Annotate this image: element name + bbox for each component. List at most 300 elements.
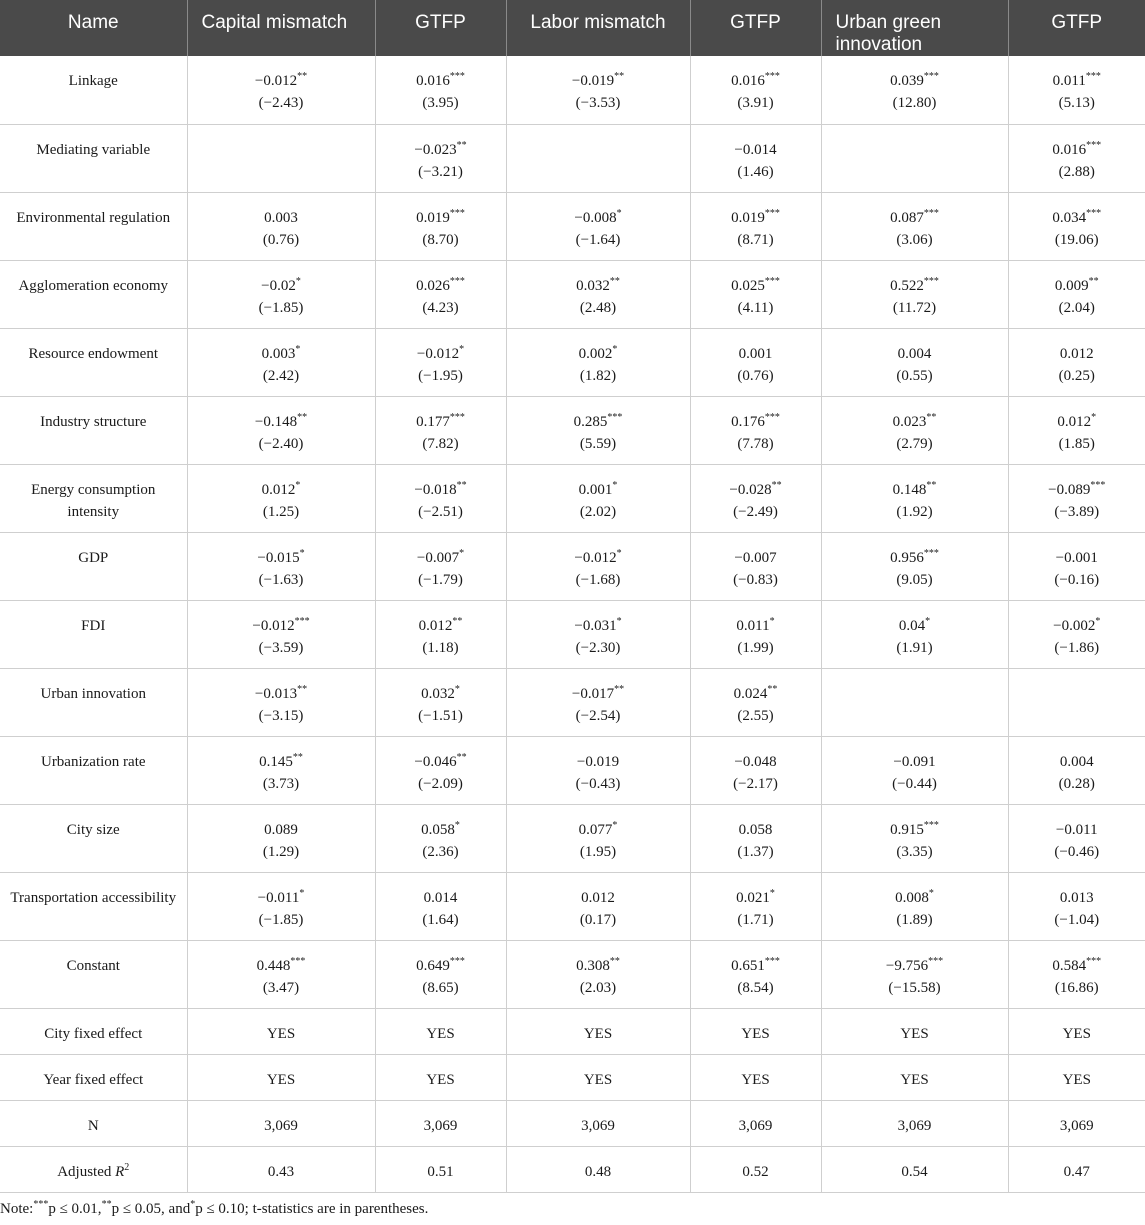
summary-cell: 3,069: [506, 1100, 690, 1146]
coefficient-value: −0.002: [1053, 617, 1096, 634]
t-statistic: (1.25): [262, 503, 300, 520]
table-cell: [821, 192, 1008, 260]
coefficient: [382, 887, 500, 909]
t-statistic: (−1.85): [258, 911, 304, 928]
coefficient-value: 0.011: [1052, 73, 1086, 89]
coefficient-value: −0.013: [254, 685, 298, 702]
coefficient-value: −0.008: [574, 209, 617, 226]
t-statistic: (1.29): [262, 843, 300, 860]
column-header-urban-green-innovation: Urban green innovation: [821, 0, 1008, 56]
coefficient: [1015, 207, 1140, 229]
t-statistic: (8.71): [737, 231, 774, 248]
coefficient: [382, 275, 500, 297]
significance-stars: ***: [764, 71, 780, 82]
row-label-city-size: City size: [0, 804, 187, 872]
summary-cell: 3,069: [187, 1100, 375, 1146]
coefficient: [697, 955, 815, 977]
coefficient: [697, 411, 815, 433]
coefficient-value: 0.032: [421, 685, 455, 702]
t-statistic: (1.18): [422, 639, 459, 656]
coefficient: [382, 479, 500, 501]
significance-stars: ***: [1086, 955, 1102, 967]
coefficient: [1015, 139, 1140, 161]
coefficient: [382, 547, 500, 569]
table-cell: [690, 396, 821, 464]
coefficient-value: 0.034: [1052, 209, 1087, 226]
coefficient: [513, 275, 684, 297]
t-statistic: (2.55): [737, 707, 774, 724]
t-statistic: (7.78): [737, 435, 774, 452]
column-header-capital-mismatch: Capital mismatch: [187, 0, 375, 56]
table-cell: [1008, 56, 1145, 124]
table-row: [0, 192, 1145, 260]
table-cell: [690, 328, 821, 396]
summary-cell: 3,069: [690, 1100, 821, 1146]
t-statistic: (−2.30): [575, 639, 621, 656]
table-cell: [1008, 804, 1145, 872]
coefficient: [828, 751, 1002, 773]
coefficient: [194, 751, 369, 773]
table-cell: [506, 668, 690, 736]
table-row: [0, 736, 1145, 804]
coefficient: [1015, 479, 1140, 501]
significance-stars: *: [454, 819, 460, 831]
coefficient-value: 0.012: [581, 889, 615, 906]
row-label-resource-endowment: Resource endowment: [0, 328, 187, 396]
significance-stars: *: [769, 615, 775, 627]
table-cell: [187, 736, 375, 804]
table-cell: [821, 736, 1008, 804]
coefficient: [382, 615, 500, 637]
column-header-labor-mismatch: Labor mismatch: [506, 0, 690, 56]
significance-stars: **: [926, 479, 937, 491]
coefficient-value: 0.915: [890, 821, 924, 838]
t-statistic: (−2.49): [733, 503, 778, 520]
note-text-2: p ≤ 0.05, and: [111, 1200, 191, 1217]
significance-stars: **: [456, 139, 467, 151]
table-cell: [690, 736, 821, 804]
coefficient-value: −0.046: [414, 753, 457, 770]
coefficient: [194, 683, 369, 705]
coefficient-value: 0.089: [264, 821, 298, 838]
coefficient-value: 0.176: [731, 413, 765, 430]
t-statistic: (9.05): [896, 571, 933, 588]
coefficient: [828, 207, 1002, 229]
r2-prefix: Adjusted: [57, 1163, 116, 1180]
t-statistic: (0.28): [1058, 775, 1095, 792]
coefficient-value: 0.004: [897, 345, 932, 362]
summary-cell: YES: [375, 1008, 506, 1054]
coefficient-value: −0.019: [571, 73, 615, 89]
coefficient-value: 0.012: [1057, 413, 1092, 430]
coefficient-value: −0.011: [1055, 821, 1098, 838]
summary-cell: 3,069: [375, 1100, 506, 1146]
coefficient-value: 0.087: [890, 209, 924, 226]
significance-stars: ***: [294, 615, 310, 627]
t-statistic: (1.46): [737, 163, 774, 180]
table-cell: [187, 328, 375, 396]
table-cell: [690, 940, 821, 1008]
note-stars-3: ***: [33, 1198, 49, 1210]
coefficient-value: −0.091: [893, 753, 936, 770]
table-cell: [690, 56, 821, 124]
table-row: [0, 940, 1145, 1008]
table-cell: [187, 124, 375, 192]
coefficient: [513, 70, 684, 92]
coefficient-value: 0.012: [418, 617, 453, 634]
coefficient: [194, 275, 369, 297]
significance-stars: *: [295, 343, 301, 355]
t-statistic: (8.65): [422, 979, 459, 996]
table-cell: [375, 940, 506, 1008]
coefficient: [513, 751, 684, 773]
t-statistic: (−2.51): [418, 503, 463, 520]
coefficient-value: −0.007: [416, 549, 460, 566]
t-statistic: (1.71): [737, 911, 774, 928]
coefficient: [194, 819, 369, 841]
table-cell: [506, 736, 690, 804]
table-cell: [187, 56, 375, 124]
coefficient-value: −0.012: [252, 617, 295, 634]
significance-stars: *: [769, 887, 775, 899]
coefficient: [513, 955, 684, 977]
summary-cell: 0.52: [690, 1146, 821, 1192]
coefficient-value: 0.002: [578, 345, 613, 362]
table-row: [0, 260, 1145, 328]
significance-stars: ***: [923, 275, 939, 287]
table-cell: [506, 940, 690, 1008]
coefficient: [513, 819, 684, 841]
summary-cell: YES: [821, 1054, 1008, 1100]
coefficient: [697, 615, 815, 637]
coefficient-value: 0.004: [1059, 753, 1094, 770]
significance-stars: **: [767, 683, 778, 695]
significance-stars: **: [456, 751, 467, 763]
table-cell: [506, 532, 690, 600]
significance-stars: *: [616, 207, 622, 219]
t-statistic: (−1.04): [1054, 911, 1100, 928]
table-cell: [1008, 940, 1145, 1008]
t-statistic: (−3.53): [575, 95, 621, 111]
row-label-city-fixed-effect: City fixed effect: [0, 1008, 187, 1054]
note-text-1: p ≤ 0.10; t-statistics are in parentheses.: [195, 1200, 429, 1217]
significance-stars: ***: [764, 207, 780, 219]
note-stars-1: *: [190, 1198, 196, 1210]
row-label-year-fixed-effect: Year fixed effect: [0, 1054, 187, 1100]
coefficient: [194, 411, 369, 433]
table-cell: [1008, 872, 1145, 940]
table-cell: [821, 260, 1008, 328]
table-cell: [375, 668, 506, 736]
table-cell: [187, 668, 375, 736]
significance-stars: *: [295, 479, 301, 491]
header-row: [0, 0, 1145, 56]
table-cell: [1008, 600, 1145, 668]
table-cell: [375, 124, 506, 192]
coefficient: [697, 139, 815, 161]
table-cell: [1008, 328, 1145, 396]
coefficient-value: 0.04: [898, 617, 926, 634]
coefficient-value: 0.032: [576, 277, 610, 294]
coefficient-value: 0.012: [261, 481, 296, 498]
coefficient-value: 0.012: [1059, 345, 1094, 362]
table-cell: [375, 328, 506, 396]
table-row: [0, 872, 1145, 940]
coefficient: [828, 615, 1002, 637]
t-statistic: (2.42): [262, 367, 300, 384]
coefficient-value: −0.023: [414, 141, 457, 158]
significance-stars: **: [297, 411, 308, 423]
coefficient: [828, 411, 1002, 433]
t-statistic: (−1.64): [575, 231, 621, 248]
table-cell: [375, 464, 506, 532]
coefficient: [1015, 411, 1140, 433]
coefficient: [697, 275, 815, 297]
significance-stars: *: [299, 887, 305, 899]
coefficient: [697, 887, 815, 909]
t-statistic: (−15.58): [888, 979, 941, 996]
coefficient-value: 0.019: [731, 209, 765, 226]
significance-stars: **: [771, 479, 782, 491]
coefficient-value: −0.031: [574, 617, 617, 634]
table-cell: [821, 396, 1008, 464]
coefficient-value: 0.077: [578, 821, 613, 838]
coefficient: [697, 819, 815, 841]
coefficient: [1015, 275, 1140, 297]
coefficient-value: 0.145: [259, 753, 293, 770]
significance-stars: *: [295, 275, 301, 287]
table-cell: [375, 56, 506, 124]
t-statistic: (2.79): [896, 435, 933, 452]
coefficient: [697, 70, 815, 92]
t-statistic: (1.95): [579, 843, 617, 860]
t-statistic: (1.89): [896, 911, 933, 928]
summary-cell: YES: [506, 1054, 690, 1100]
coefficient-value: 0.001: [578, 481, 613, 498]
significance-stars: ***: [1086, 207, 1102, 219]
t-statistic: (−1.79): [418, 571, 463, 588]
coefficient-value: −0.001: [1055, 549, 1098, 566]
significance-stars: ***: [923, 819, 939, 831]
coefficient-value: −0.018: [414, 481, 457, 498]
t-statistic: (7.82): [422, 435, 459, 452]
t-statistic: (3.95): [422, 95, 459, 111]
coefficient-value: 0.308: [576, 957, 610, 974]
table-cell: [375, 532, 506, 600]
column-header-name: Name: [0, 0, 187, 56]
significance-stars: ***: [923, 207, 939, 219]
significance-stars: *: [459, 343, 465, 355]
t-statistic: (−0.83): [733, 571, 778, 588]
coefficient: [697, 751, 815, 773]
table-cell: [506, 260, 690, 328]
significance-stars: ***: [1085, 71, 1101, 82]
summary-row: [0, 1146, 1145, 1192]
table-cell: [821, 56, 1008, 124]
coefficient-value: −0.028: [729, 481, 772, 498]
r2-symbol: R: [115, 1163, 125, 1180]
t-statistic: (1.91): [896, 639, 933, 656]
t-statistic: (1.37): [737, 843, 774, 860]
significance-stars: ***: [1090, 479, 1106, 491]
t-statistic: (0.17): [579, 911, 617, 928]
significance-stars: **: [609, 955, 620, 967]
row-label-constant: Constant: [0, 940, 187, 1008]
t-statistic: (1.85): [1058, 435, 1095, 452]
coefficient-value: 0.019: [416, 209, 450, 226]
t-statistic: (−1.51): [418, 707, 463, 724]
coefficient-value: −0.02: [261, 277, 296, 294]
coefficient: [194, 615, 369, 637]
coefficient: [1015, 819, 1140, 841]
coefficient: [697, 207, 815, 229]
coefficient: [1015, 547, 1140, 569]
coefficient-value: 0.009: [1054, 277, 1089, 294]
t-statistic: (−0.46): [1054, 843, 1100, 860]
t-statistic: (−0.44): [892, 775, 937, 792]
coefficient: [828, 343, 1002, 365]
coefficient-value: −0.048: [734, 753, 777, 770]
table-cell: [821, 600, 1008, 668]
coefficient-value: −0.148: [254, 413, 298, 430]
significance-stars: ***: [449, 207, 465, 219]
coefficient: [513, 683, 684, 705]
t-statistic: (4.11): [737, 299, 774, 316]
coefficient: [828, 275, 1002, 297]
coefficient-value: 0.058: [421, 821, 455, 838]
table-cell: [821, 872, 1008, 940]
coefficient-value: 0.522: [890, 277, 924, 294]
coefficient-value: 0.016: [1052, 141, 1087, 158]
coefficient-value: 0.016: [731, 73, 765, 89]
coefficient: [194, 479, 369, 501]
table-row: [0, 328, 1145, 396]
significance-stars: **: [297, 71, 308, 82]
significance-stars: ***: [290, 955, 306, 967]
t-statistic: (0.25): [1058, 367, 1095, 384]
coefficient-value: 0.448: [256, 957, 291, 974]
coefficient: [382, 411, 500, 433]
significance-stars: *: [1095, 615, 1101, 627]
significance-stars: ***: [607, 411, 623, 423]
row-label-adjusted-r2: [0, 1146, 187, 1192]
summary-row: [0, 1054, 1145, 1100]
coefficient: [1015, 887, 1140, 909]
coefficient: [828, 955, 1002, 977]
table-cell: [690, 260, 821, 328]
significance-stars: ***: [449, 71, 465, 82]
summary-cell: YES: [821, 1008, 1008, 1054]
t-statistic: (2.48): [579, 299, 617, 316]
r2-exponent: 2: [124, 1161, 130, 1173]
table-cell: [821, 532, 1008, 600]
table-cell: [1008, 396, 1145, 464]
summary-cell: YES: [1008, 1008, 1145, 1054]
t-statistic: (12.80): [892, 95, 937, 111]
significance-stars: *: [928, 887, 934, 899]
coefficient: [697, 343, 815, 365]
coefficient: [697, 683, 815, 705]
significance-stars: *: [612, 819, 618, 831]
table-cell: [375, 260, 506, 328]
coefficient-value: 0.024: [733, 685, 768, 702]
significance-stars: *: [459, 547, 465, 559]
table-cell: [375, 872, 506, 940]
t-statistic: (2.88): [1058, 163, 1095, 180]
row-label-environmental-regulation: Environmental regulation: [0, 192, 187, 260]
significance-stars: ***: [449, 955, 465, 967]
t-statistic: (0.76): [737, 367, 774, 384]
significance-stars: **: [292, 751, 303, 763]
coefficient: [513, 207, 684, 229]
coefficient: [697, 479, 815, 501]
row-label-mediating-variable: Mediating variable: [0, 124, 187, 192]
row-label-agglomeration-economy: Agglomeration economy: [0, 260, 187, 328]
table-cell: [821, 124, 1008, 192]
coefficient: [194, 207, 369, 229]
table-cell: [375, 396, 506, 464]
summary-row: [0, 1100, 1145, 1146]
coefficient: [382, 819, 500, 841]
coefficient-value: −0.007: [734, 549, 777, 566]
coefficient: [382, 683, 500, 705]
significance-stars: **: [609, 275, 620, 287]
row-label-energy-consumption-intensity: Energy consumption intensity: [0, 464, 187, 532]
coefficient-value: 0.177: [416, 413, 450, 430]
t-statistic: (2.03): [579, 979, 617, 996]
table-note: [0, 1193, 1145, 1218]
table-cell: [690, 668, 821, 736]
t-statistic: (2.04): [1058, 299, 1095, 316]
coefficient-value: 0.021: [736, 889, 770, 906]
coefficient-value: 0.001: [738, 345, 773, 362]
coefficient-value: 0.956: [890, 549, 924, 566]
table-cell: [1008, 668, 1145, 736]
t-statistic: (−1.68): [575, 571, 621, 588]
coefficient: [513, 411, 684, 433]
t-statistic: (−3.21): [418, 163, 463, 180]
table-row: [0, 464, 1145, 532]
table-cell: [506, 124, 690, 192]
table-cell: [1008, 260, 1145, 328]
coefficient: [513, 479, 684, 501]
significance-stars: *: [616, 547, 622, 559]
column-header-gtfp-1: GTFP: [375, 0, 506, 56]
summary-cell: 0.47: [1008, 1146, 1145, 1192]
table-cell: [375, 736, 506, 804]
coefficient-value: 0.025: [731, 277, 765, 294]
table-cell: [1008, 736, 1145, 804]
table-row: [0, 532, 1145, 600]
table-cell: [375, 192, 506, 260]
significance-stars: ***: [449, 411, 465, 423]
table-cell: [187, 940, 375, 1008]
t-statistic: (−1.86): [1054, 639, 1100, 656]
row-label-industry-structure: Industry structure: [0, 396, 187, 464]
t-statistic: (2.36): [422, 843, 459, 860]
coefficient: [828, 479, 1002, 501]
coefficient-value: 0.058: [738, 821, 773, 838]
coefficient: [513, 343, 684, 365]
significance-stars: **: [456, 479, 467, 491]
table-cell: [690, 804, 821, 872]
coefficient-value: 0.011: [736, 617, 770, 634]
table-cell: [690, 532, 821, 600]
table-cell: [375, 804, 506, 872]
coefficient-value: −9.756: [885, 957, 929, 974]
significance-stars: *: [454, 683, 460, 695]
row-label-transportation-accessibility: Transportation accessibility: [0, 872, 187, 940]
